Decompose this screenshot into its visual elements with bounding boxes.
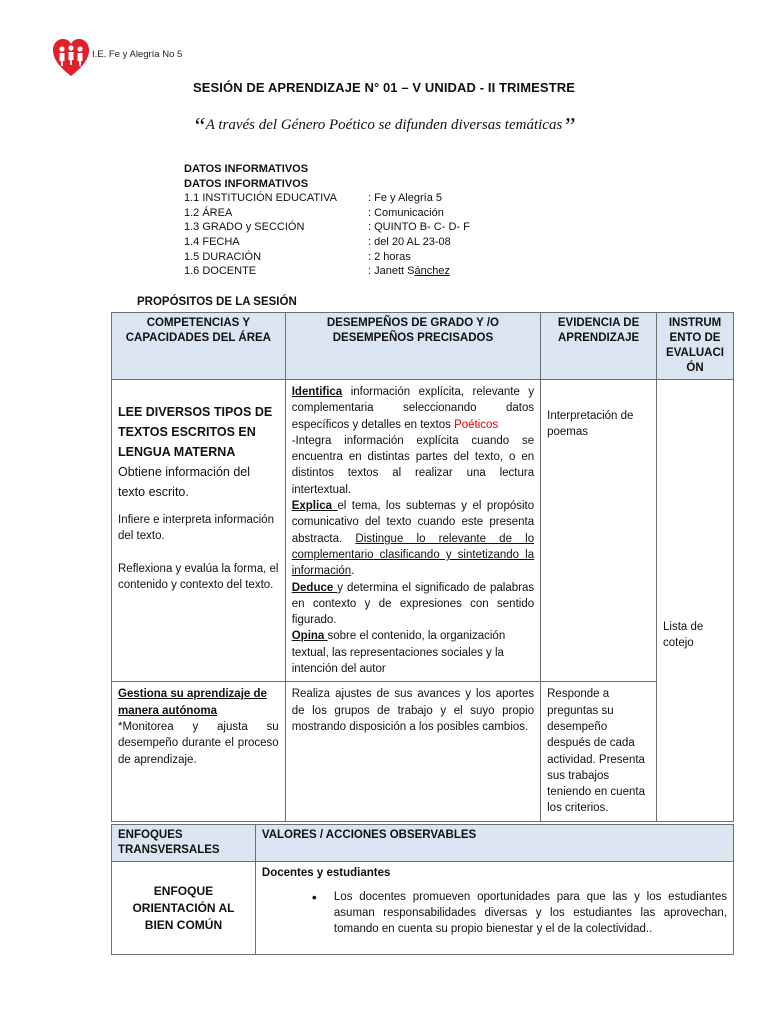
evidencia-cell: Responde a preguntas su desempeño después de cada actividad. Presenta sus trabajos teniendo en cuenta los criterios. — [541, 682, 657, 821]
acciones-cell — [255, 862, 733, 955]
desempeno-text: información explícita, relevante y complementaria seleccionando datos específicos y detalles en textos — [291, 386, 535, 431]
instrumento-text: Lista de cotejo — [663, 621, 704, 650]
header-competencias: COMPETENCIAS Y CAPACIDADES DEL ÁREA — [112, 313, 286, 380]
evidencia-text: Interpretación de poemas — [547, 410, 634, 439]
header-instrumento: INSTRUM ENTO DE EVALUACI ÓN — [657, 313, 734, 380]
datos-heading-repeat: DATOS INFORMATIVOS — [184, 177, 309, 190]
datos-value — [368, 264, 450, 279]
competencia-title: Gestiona su aprendizaje de manera autónoma — [118, 688, 267, 717]
desempeno-cell: Realiza ajustes de sus avances y los aportes de los grupos de trabajo y el suyo propio mostrando disposición a los posibles cambios. — [285, 682, 540, 821]
propositos-table — [111, 312, 734, 822]
datos-value: : Fe y Alegría 5 — [368, 192, 442, 205]
table-row — [112, 862, 734, 955]
docente-name-start: : Janett S — [368, 265, 415, 278]
competencia-cell — [112, 380, 286, 682]
list-item: • Los docentes promueven oportunidades para que las y los estudiantes asuman responsabilidades diversas y los estudiantes las aprovechan, tomando en cuenta su propio bienestar y el de la colectividad.. — [262, 889, 727, 937]
propositos-heading: PROPÓSITOS DE LA SESIÓN — [137, 296, 297, 308]
desempeno-end: . — [351, 565, 355, 578]
acciones-subheading: Docentes y estudiantes — [261, 867, 391, 879]
school-logo — [52, 38, 90, 78]
datos-row — [184, 220, 470, 235]
desempeno-underlined: Distingue lo relevante de lo complementario clasificando y sintetizando la información — [291, 532, 535, 578]
datos-value: : 2 horas — [368, 250, 411, 263]
header-evidencia: EVIDENCIA DE APRENDIZAJE — [541, 313, 657, 380]
desempeno-deduce — [292, 580, 534, 629]
datos-key: 1.5 DURACIÓN — [184, 250, 262, 263]
datos-heading: DATOS INFORMATIVOS — [184, 163, 309, 175]
close-quote: ” — [562, 114, 576, 140]
docente-name-end: ánchez — [414, 265, 450, 278]
desempeno-text: y determina el significado de palabras en contexto y de expresiones con sentido figurado. — [291, 581, 535, 627]
datos-informativos — [184, 162, 470, 279]
datos-row — [184, 264, 470, 279]
desempeno-integra: -Integra información explícita cuando se encuentra en distintas partes del texto, o en distintos textos al realizar una lectura intertextual. — [291, 434, 535, 496]
datos-value: : del 20 AL 23-08 — [368, 235, 451, 248]
verb-opina: Opina — [291, 630, 328, 643]
document-title: SESIÓN DE APRENDIZAJE N° 01 – V UNIDAD - II TRIMESTRE — [192, 80, 576, 95]
header-desempenos: DESEMPEÑOS DE GRADO Y /O DESEMPEÑOS PRECISADOS — [285, 313, 540, 380]
verb-identifica: Identifica — [291, 386, 343, 398]
instrumento-cell — [657, 380, 734, 822]
desempeno-text: sobre el contenido, la organización textual, las representaciones sociales y la intención del autor — [291, 630, 506, 676]
desempeno-opina — [292, 628, 534, 677]
enfoques-table — [111, 824, 734, 955]
document-subtitle — [0, 114, 768, 141]
capacidad-1: Obtiene información del texto escrito. — [118, 465, 251, 499]
datos-key: 1.4 FECHA — [184, 235, 240, 248]
table-row — [112, 682, 734, 821]
datos-key: 1.3 GRADO y SECCIÓN — [184, 221, 305, 234]
datos-key: 1.6 DOCENTE — [184, 265, 257, 278]
acciones-list — [262, 889, 727, 937]
desempeno-identifica — [292, 384, 534, 433]
school-name: I.E. Fe y Alegría No 5 — [92, 49, 183, 60]
datos-key: 1.2 ÁREA — [184, 206, 233, 219]
datos-row — [184, 235, 470, 250]
competencia-title: LEE DIVERSOS TIPOS DE TEXTOS ESCRITOS EN LENGUA MATERNA — [118, 405, 273, 459]
table-row — [112, 380, 734, 682]
open-quote: “ — [192, 114, 206, 140]
capacidad-3: Reflexiona y evalúa la forma, el contenido y contexto del texto. — [118, 562, 279, 591]
header-enfoques: ENFOQUES TRANSVERSALES — [112, 825, 256, 862]
competencia-cell — [112, 682, 286, 821]
highlight-poeticos: Poéticos — [454, 418, 499, 431]
datos-row — [184, 191, 470, 206]
capacidad-text: *Monitorea y ajusta su desempeño durante el proceso de aprendizaje. — [118, 720, 279, 766]
datos-key: 1.1 INSTITUCIÓN EDUCATIVA — [184, 192, 338, 205]
datos-row — [184, 206, 470, 221]
table-header-row — [112, 313, 734, 380]
desempeno-explica — [292, 498, 534, 579]
enfoque-name: ENFOQUE ORIENTACIÓN AL BIEN COMÚN — [112, 862, 256, 955]
verb-explica: Explica — [291, 500, 338, 513]
datos-row — [184, 250, 470, 265]
datos-value: : Comunicación — [368, 206, 444, 219]
subtitle-text: A través del Género Poético se difunden diversas temáticas — [205, 117, 563, 133]
evidencia-cell — [541, 380, 657, 682]
verb-deduce: Deduce — [291, 581, 338, 594]
desempenos-cell — [285, 380, 540, 682]
datos-value: : QUINTO B- C- D- F — [368, 221, 470, 234]
desempeno-text: el tema, los subtemas y el propósito comunicativo del texto cuando este presenta abstracta. — [291, 500, 535, 545]
header-valores: VALORES / ACCIONES OBSERVABLES — [255, 825, 733, 862]
enfoques-header-row — [112, 825, 734, 862]
capacidad-2: Infiere e interpreta información del texto. — [118, 514, 274, 543]
